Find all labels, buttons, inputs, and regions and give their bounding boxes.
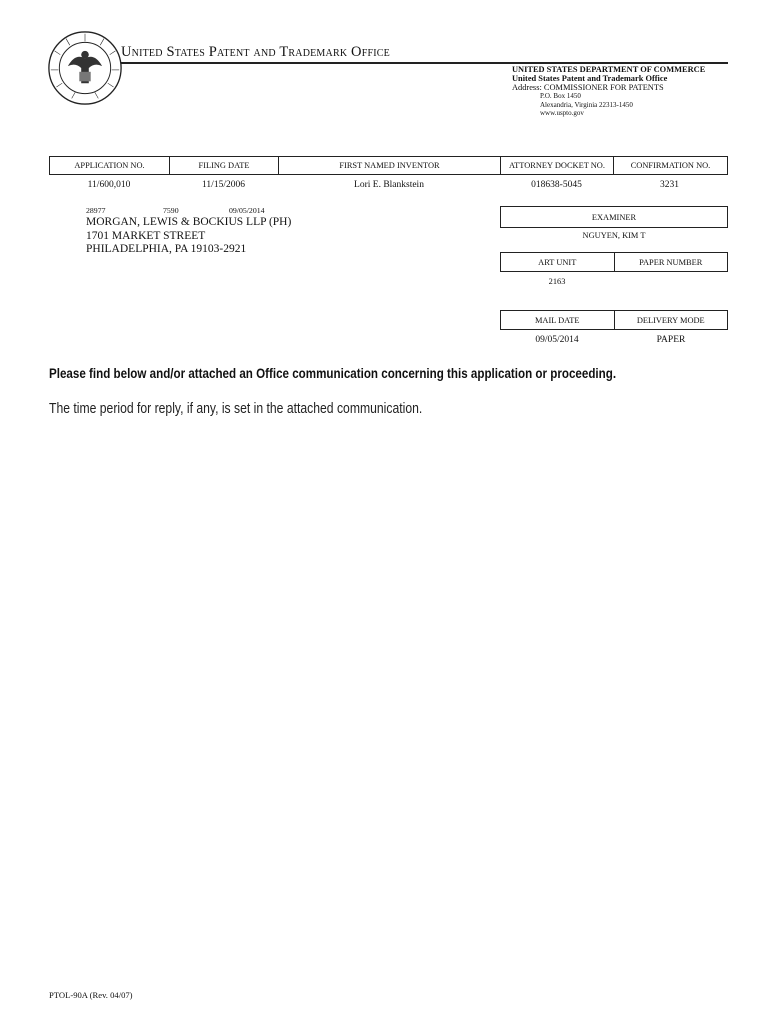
art-unit-label: ART UNIT: [501, 253, 615, 271]
paper-number-label: PAPER NUMBER: [639, 257, 703, 267]
col-application-no: APPLICATION NO.: [50, 157, 170, 174]
filing-date: 11/15/2006: [202, 180, 245, 190]
firm-name: MORGAN, LEWIS & BOCKIUS LLP (PH): [86, 216, 292, 228]
correspondence-date: 09/05/2014: [229, 206, 265, 215]
correspondence-address: [86, 216, 291, 257]
delivery-mode-label: DELIVERY MODE: [636, 315, 705, 325]
first-named-inventor: Lori E. Blankstein: [354, 180, 424, 190]
mail-date-label: MAIL DATE: [501, 311, 615, 329]
city-state-zip: PHILADELPHIA, PA 19103-2921: [86, 243, 247, 255]
office-title: United States Patent and Trademark Office: [121, 44, 390, 60]
application-header-table: [49, 156, 728, 175]
po-box: P.O. Box 1450: [540, 92, 581, 100]
col-attorney-docket-no: ATTORNEY DOCKET NO.: [501, 157, 614, 174]
examiner-name: NGUYEN, KIM T: [582, 231, 646, 240]
reply-period-text: The time period for reply, if any, is set in the attached communication.: [49, 401, 423, 417]
col-filing-date: FILING DATE: [170, 157, 279, 174]
col-confirmation-no: CONFIRMATION NO.: [630, 161, 711, 170]
application-no: 11/600,010: [87, 180, 131, 190]
street-address: 1701 MARKET STREET: [86, 229, 206, 242]
form-number: PTOL-90A (Rev. 04/07): [49, 990, 133, 1000]
office-communication-notice: Please find below and/or attached an Office communication concerning this application or proceeding.: [49, 366, 617, 381]
mail-date-value: 09/05/2014: [535, 335, 579, 345]
department-address-block: [512, 65, 705, 118]
correspondence-code: 7590: [163, 206, 179, 215]
art-unit-header: [500, 252, 728, 272]
department-name: UNITED STATES DEPARTMENT OF COMMERCE: [512, 65, 706, 74]
delivery-mode-value: PAPER: [656, 335, 686, 345]
confirmation-no: 3231: [660, 180, 679, 190]
attorney-docket-no: 018638-5045: [531, 180, 582, 190]
website: www.uspto.gov: [540, 109, 584, 117]
art-unit-value: 2163: [548, 277, 566, 286]
office-name: United States Patent and Trademark Office: [512, 74, 668, 83]
uspto-seal-logo: [47, 30, 123, 106]
customer-number: 28977: [86, 206, 106, 215]
city-line: Alexandria, Virginia 22313-1450: [540, 100, 633, 109]
mail-header: [500, 310, 728, 330]
address-line: Address: COMMISSIONER FOR PATENTS: [512, 83, 664, 92]
examiner-label: EXAMINER: [500, 206, 728, 228]
header-divider: [121, 62, 728, 64]
col-first-named-inventor: FIRST NAMED INVENTOR: [279, 157, 501, 174]
